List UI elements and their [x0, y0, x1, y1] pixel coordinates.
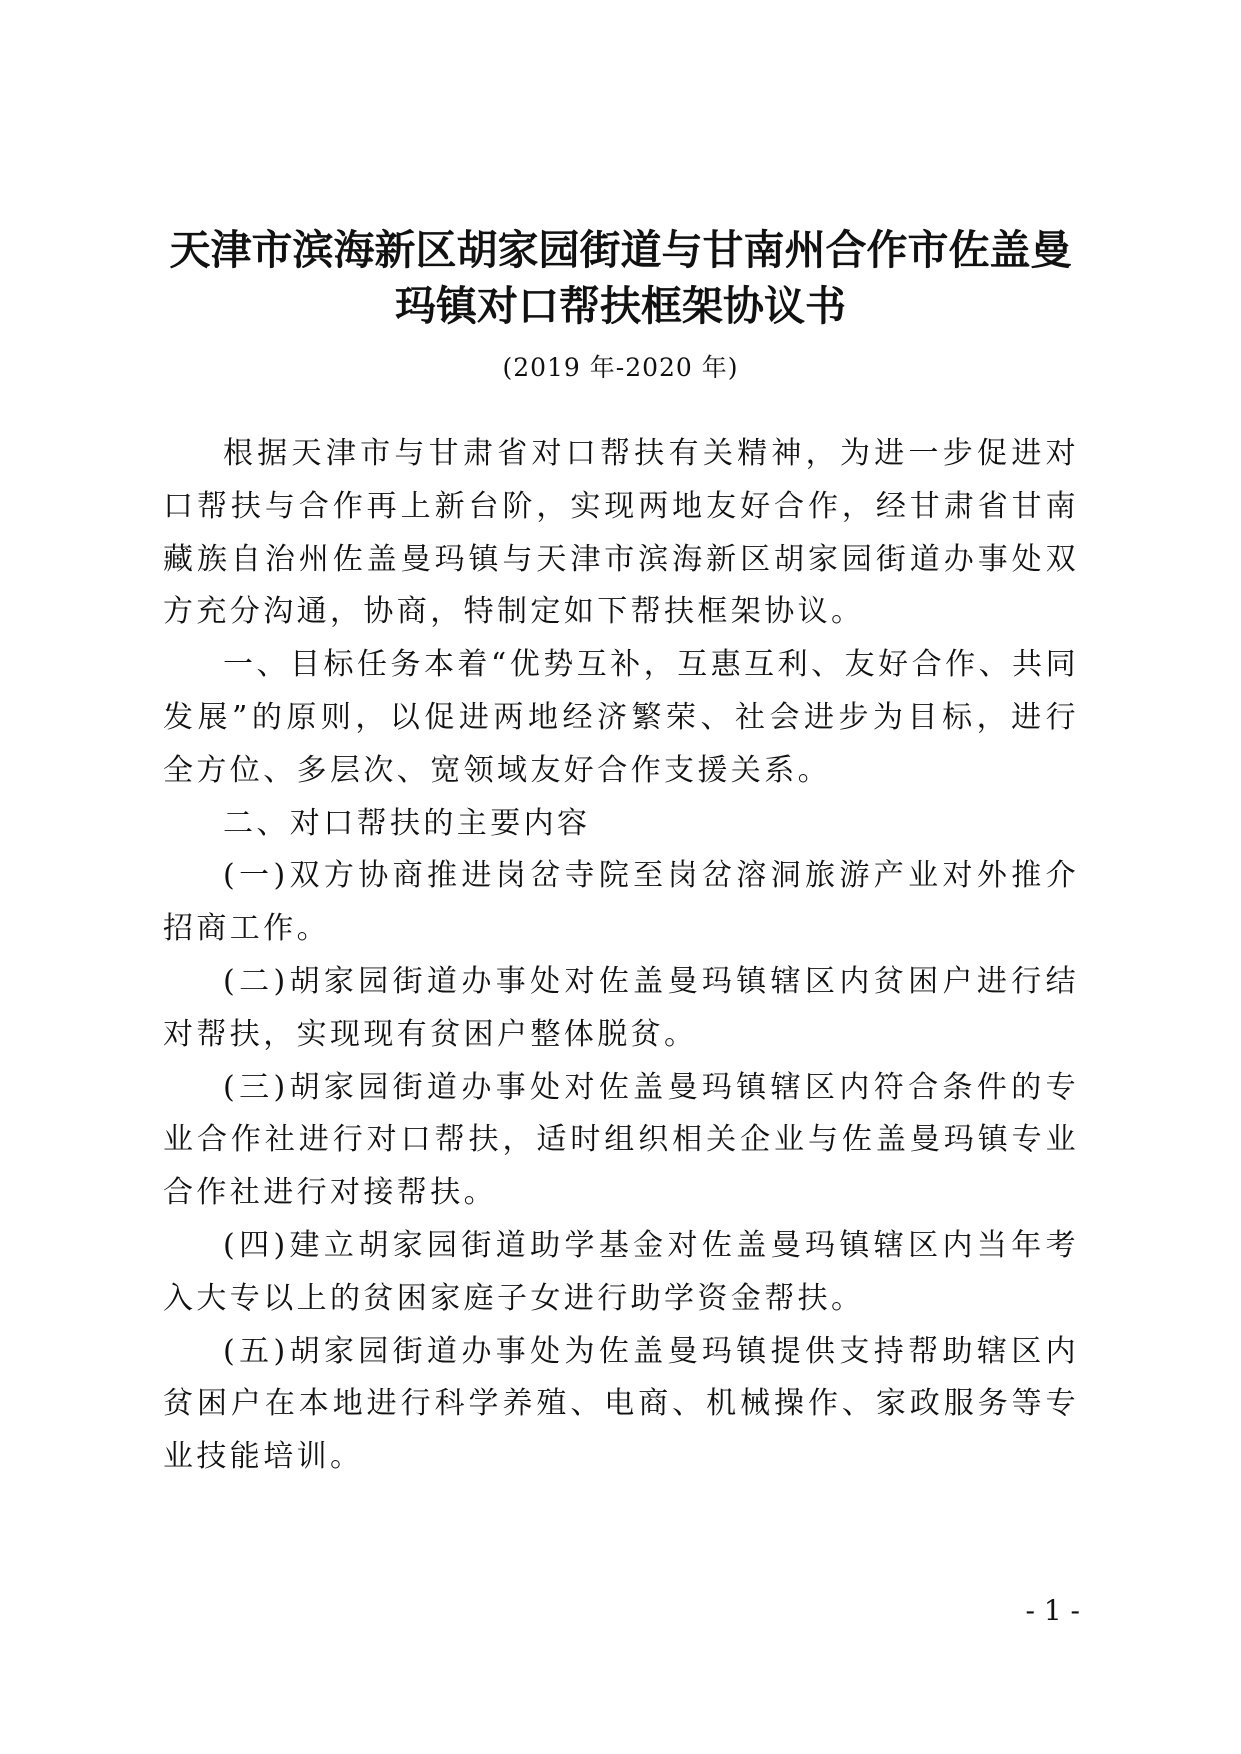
paragraph-section-2-heading: 二、对口帮扶的主要内容 [223, 805, 591, 841]
paragraph-section-1: 一、目标任务本着“优势互补，互惠互利、友好合作、共同发展”的原则，以促进两地经济繁荣、社会进步为目标，进行全方位、多层次、宽领域友好合作支援关系。 [163, 647, 1079, 788]
paragraph-item-4: (四)建立胡家园街道助学基金对佐盖曼玛镇辖区内当年考入大专以上的贫困家庭子女进行助学资金帮扶。 [163, 1227, 1079, 1316]
paragraph-item-1: (一)双方协商推进岗岔寺院至岗岔溶洞旅游产业对外推介招商工作。 [163, 858, 1079, 947]
document-title-line-2: 玛镇对口帮扶框架协议书 [395, 282, 846, 330]
paragraph-item-2: (二)胡家园街道办事处对佐盖曼玛镇辖区内贫困户进行结对帮扶，实现现有贫困户整体脱贫。 [163, 963, 1079, 1052]
paragraph-item-5: (五)胡家园街道办事处为佐盖曼玛镇提供支持帮助辖区内贫困户在本地进行科学养殖、电商、机械操作、家政服务等专业技能培训。 [163, 1333, 1079, 1475]
document-body [163, 428, 1079, 1484]
paragraph-intro: 根据天津市与甘肃省对口帮扶有关精神，为进一步促进对口帮扶与合作再上新台阶，实现两地友好合作，经甘肃省甘南藏族自治州佐盖曼玛镇与天津市滨海新区胡家园街道办事处双方充分沟通，协商，特制定如下帮扶框架协议。 [163, 436, 1079, 630]
paragraph-item-3: (三)胡家园街道办事处对佐盖曼玛镇辖区内符合条件的专业合作社进行对口帮扶，适时组织相关企业与佐盖曼玛镇专业合作社进行对接帮扶。 [163, 1069, 1079, 1211]
document-title-line-1: 天津市滨海新区胡家园街道与甘南州合作市佐盖曼 [169, 226, 1072, 274]
document-subtitle: (2019 年-2020 年) [502, 353, 739, 382]
page-number: - 1 - [1025, 1594, 1080, 1627]
